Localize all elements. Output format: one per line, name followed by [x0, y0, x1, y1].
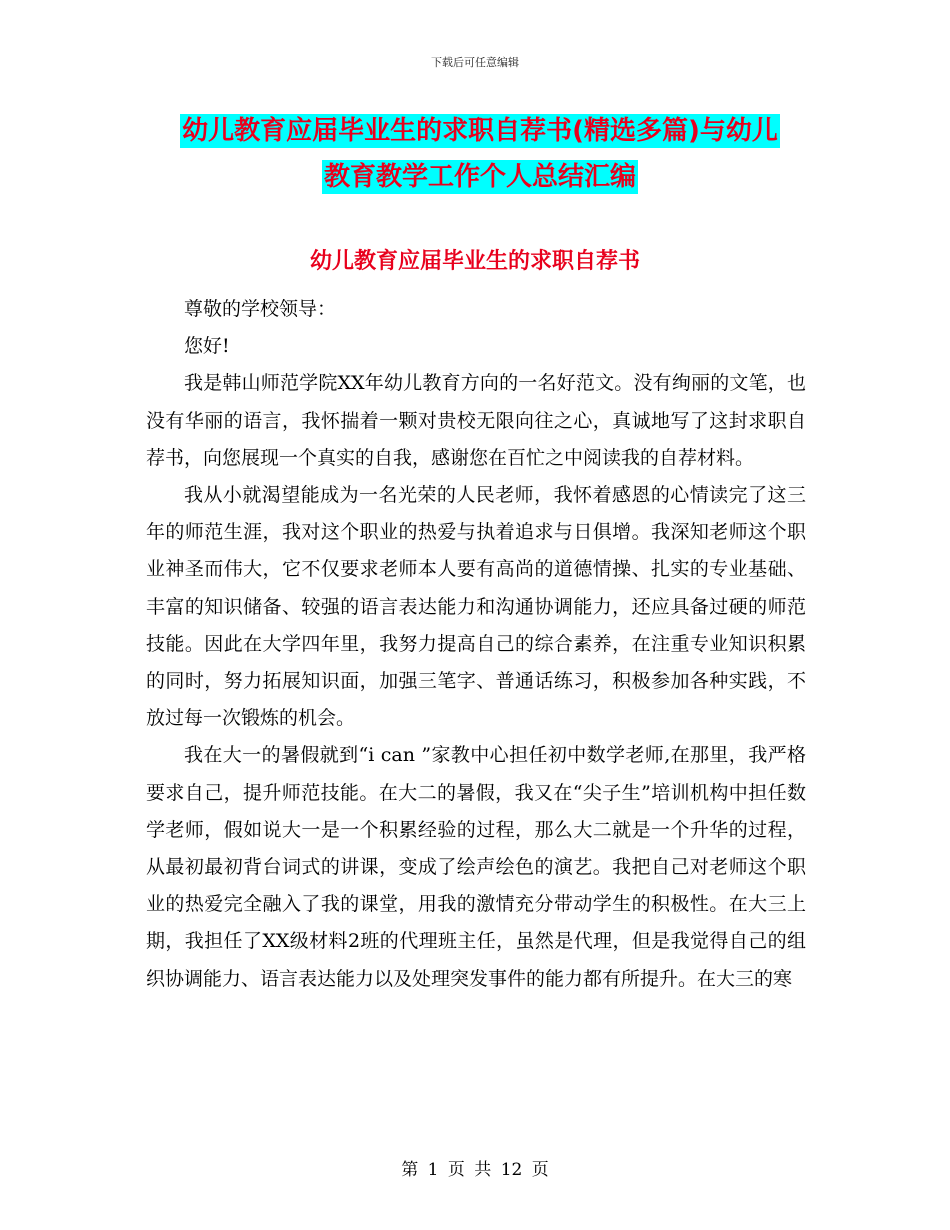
title-line-2: 教育教学工作个人总结汇编: [323, 162, 636, 192]
section-title: 幼儿教育应届毕业生的求职自荐书: [309, 249, 640, 274]
title-line-1: 幼儿教育应届毕业生的求职自荐书(精选多篇)与幼儿: [182, 116, 778, 146]
paragraph: 我在大一的暑假就到“i can ”家教中心担任初中数学老师,在那里，我严格要求自己，提升师范技能。在大二的暑假，我又在“尖子生”培训机构中担任数学老师，假如说大一是一个积累经验的过程，那么大二就是一个升华的过程，从最初最初背台词式的讲课，变成了绘声绘色的演艺。我把自己对老师这个职业的热爱完全融入了我的课堂，用我的激情充分带动学生的积极性。在大三上期，我担任了XX级材料2班的代理班主任，虽然是代理，但是我觉得自己的组织协调能力、语言表达能力以及处理突发事件的能力都有所提升。在大三的寒: [146, 744, 806, 990]
body-text: [146, 291, 806, 998]
header-note: 下载后可任意编辑: [431, 56, 519, 69]
greeting: 您好!: [184, 335, 230, 358]
page-footer: 第 1 页 共 12 页: [401, 1160, 549, 1180]
paragraph: 我是韩山师范学院XX年幼儿教育方向的一名好范文。没有绚丽的文笔，也没有华丽的语言，我怀揣着一颗对贵校无限向往之心，真诚地写了这封求职自荐书，向您展现一个真实的自我，感谢您在百忙之中阅读我的自荐材料。: [146, 372, 806, 469]
paragraph: 我从小就渴望能成为一名光荣的人民老师，我怀着感恩的心情读完了这三年的师范生涯，我对这个职业的热爱与执着追求与日俱增。我深知老师这个职业神圣而伟大，它不仅要求老师本人要有高尚的道德情操、扎实的专业基础、丰富的知识储备、较强的语言表达能力和沟通协调能力，还应具备过硬的师范技能。因此在大学四年里，我努力提高自己的综合素养，在注重专业知识积累的同时，努力拓展知识面，加强三笔字、普通话练习，积极参加各种实践，不放过每一次锻炼的机会。: [146, 484, 806, 730]
document-title: [140, 108, 820, 200]
salutation: 尊敬的学校领导：: [184, 298, 337, 320]
